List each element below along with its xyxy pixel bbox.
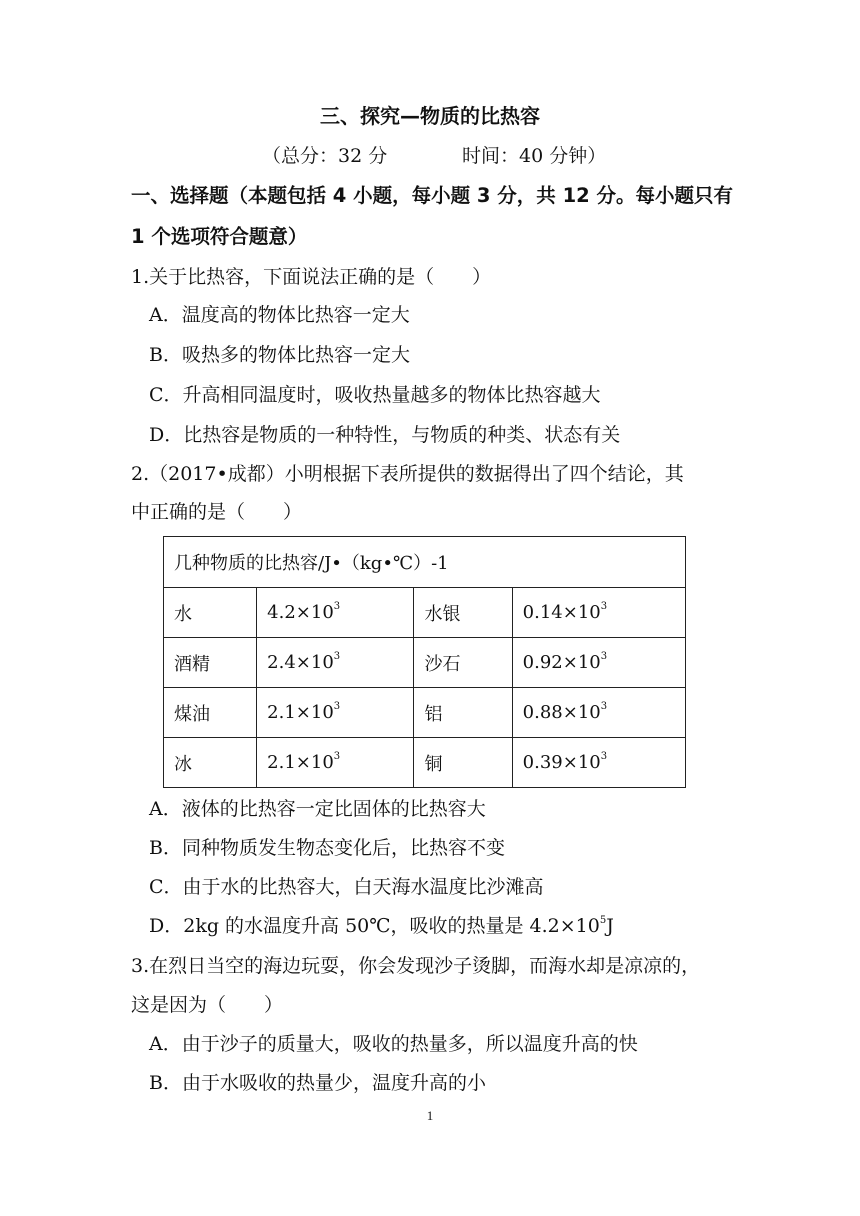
value-cell: $0.88\times 10^3$ [512, 688, 685, 738]
value-cell: $2.1\times 10^3$ [257, 738, 414, 788]
question-2-stem: 2.（2017•成都）小明根据下表所提供的数据得出了四个结论，其 [131, 463, 684, 485]
question-3-option-a: A．由于沙子的质量大，吸收的热量多，所以温度升高的快 [149, 1033, 638, 1055]
table-row [164, 688, 686, 738]
table-row [164, 588, 686, 638]
question-3-stem-cont: 这是因为（ ） [131, 994, 284, 1016]
question-3-option-b: B．由于水吸收的热量少，温度升高的小 [149, 1072, 486, 1094]
question-1-option-d: D．比热容是物质的一种特性，与物质的种类、状态有关 [149, 424, 621, 446]
table-header: 几种物质的比热容/J•（kg•℃）-1 [164, 537, 686, 588]
question-1-option-c: C．升高相同温度时，吸收热量越多的物体比热容越大 [149, 384, 601, 406]
substance-cell: 煤油 [164, 688, 257, 738]
total-score: （总分：32 分 [262, 145, 388, 167]
value-cell: $0.14\times 10^3$ [512, 588, 685, 638]
question-3-stem: 3.在烈日当空的海边玩耍，你会发现沙子烫脚，而海水却是凉凉的， [131, 955, 701, 977]
question-2-option-b: B．同种物质发生物态变化后，比热容不变 [149, 837, 505, 859]
question-2-option-d: D．2kg 的水温度升高 50℃，吸收的热量是 $4.2\times 10^5J$ [149, 915, 614, 937]
substance-cell: 冰 [164, 738, 257, 788]
page-title: 三、探究—物质的比热容 [320, 104, 540, 128]
substance-cell: 水 [164, 588, 257, 638]
question-2-option-a: A．液体的比热容一定比固体的比热容大 [149, 798, 486, 820]
value-cell: $0.39\times 10^3$ [512, 738, 685, 788]
substance-cell: 酒精 [164, 638, 257, 688]
question-2-option-c: C．由于水的比热容大，白天海水温度比沙滩高 [149, 876, 544, 898]
value-cell: $4.2\times 10^3$ [257, 588, 414, 638]
substance-cell: 铝 [414, 688, 512, 738]
substance-cell: 水银 [414, 588, 512, 638]
time-limit: 时间：40 分钟） [462, 145, 607, 167]
value-cell: $2.1\times 10^3$ [257, 688, 414, 738]
question-1-option-a: A．温度高的物体比热容一定大 [149, 304, 410, 326]
substance-cell: 铜 [414, 738, 512, 788]
section-heading: 一、选择题（本题包括 4 小题，每小题 3 分，共 12 分。每小题只有 [131, 184, 734, 207]
question-1-option-b: B．吸热多的物体比热容一定大 [149, 344, 410, 366]
specific-heat-table [163, 536, 686, 788]
question-2-stem-cont: 中正确的是（ ） [131, 501, 303, 523]
page-number: 1 [426, 1108, 434, 1123]
table-row [164, 638, 686, 688]
value-cell: $2.4\times 10^3$ [257, 638, 414, 688]
section-heading-cont: 1 个选项符合题意） [131, 225, 308, 248]
substance-cell: 沙石 [414, 638, 512, 688]
question-1-stem: 1.关于比热容，下面说法正确的是（ ） [131, 266, 492, 288]
table-row [164, 738, 686, 788]
value-cell: $0.92\times 10^3$ [512, 638, 685, 688]
